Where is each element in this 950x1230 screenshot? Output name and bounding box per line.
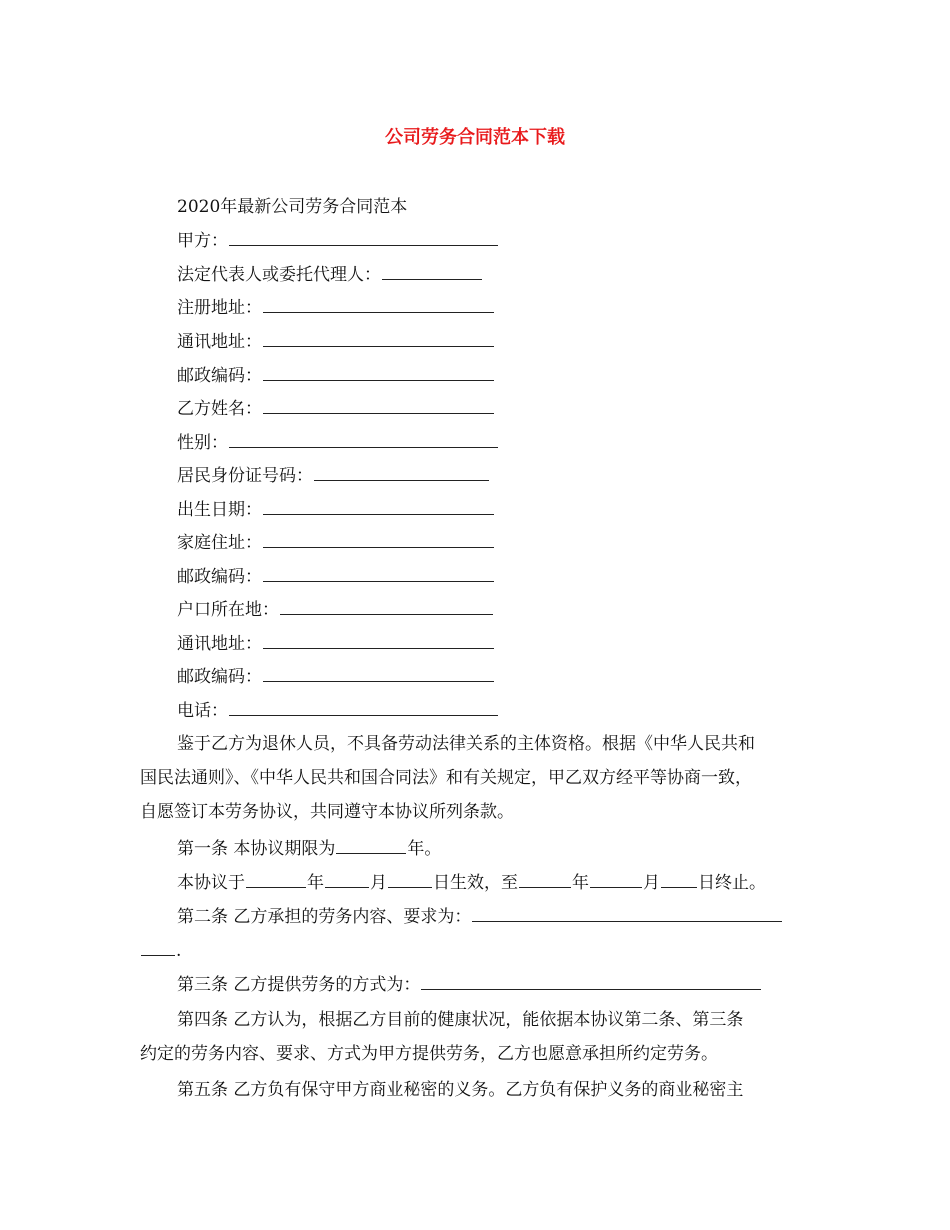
blank-line — [421, 974, 761, 990]
blank-line — [314, 465, 489, 481]
blank-line — [229, 230, 498, 246]
field-registered-address: 注册地址： — [177, 297, 495, 319]
preamble-line: 鉴于乙方为退休人员，不具备劳动法律关系的主体资格。根据《中华人民共和 — [177, 734, 755, 754]
blank-line — [263, 666, 494, 682]
field-home-address: 家庭住址： — [177, 532, 495, 554]
blank-line — [263, 532, 494, 548]
blank-line — [382, 264, 482, 280]
field-postcode-b: 邮政编码： — [177, 566, 495, 588]
field-party-a: 甲方： — [177, 230, 499, 252]
blank-line — [229, 700, 498, 716]
article-4-line: 第四条 乙方认为，根据乙方目前的健康状况，能依据本协议第二条、第三条 — [177, 1010, 744, 1030]
article-2-continuation: . — [140, 940, 181, 962]
field-phone: 电话： — [177, 700, 499, 722]
field-birth-date: 出生日期： — [177, 499, 495, 521]
field-mailing-address-b: 通讯地址： — [177, 633, 495, 655]
blank-line — [325, 872, 369, 888]
blank-line — [472, 906, 782, 922]
field-id-number: 居民身份证号码： — [177, 465, 490, 487]
blank-line — [263, 297, 494, 313]
article-2: 第二条 乙方承担的劳务内容、要求为： — [177, 906, 783, 928]
field-postcode-c: 邮政编码： — [177, 666, 495, 688]
field-postcode-a: 邮政编码： — [177, 365, 495, 387]
blank-line — [263, 398, 494, 414]
preamble-line: 自愿签订本劳务协议，共同遵守本协议所列条款。 — [140, 802, 514, 822]
preamble-line: 国民法通则》、《中华人民共和国合同法》和有关规定，甲乙双方经平等协商一致， — [140, 768, 752, 788]
field-party-b-name: 乙方姓名： — [177, 398, 495, 420]
blank-line — [388, 872, 432, 888]
field-household-registration: 户口所在地： — [177, 599, 494, 621]
blank-line — [246, 872, 306, 888]
subtitle: 2020年最新公司劳务合同范本 — [177, 197, 408, 217]
article-4-line: 约定的劳务内容、要求、方式为甲方提供劳务，乙方也愿意承担所约定劳务。 — [140, 1044, 718, 1064]
field-mailing-address-a: 通讯地址： — [177, 331, 495, 353]
blank-line — [141, 940, 175, 956]
article-1: 第一条 本协议期限为 年。 — [177, 839, 442, 859]
blank-line — [661, 872, 697, 888]
page-title: 公司劳务合同范本下载 — [385, 127, 565, 148]
field-gender: 性别： — [177, 432, 499, 454]
blank-line — [590, 872, 642, 888]
blank-line — [229, 432, 498, 448]
blank-line — [263, 365, 494, 381]
blank-line — [336, 838, 406, 854]
agreement-term: 本协议于 年 月 日生效，至 年 月 日终止。 — [177, 873, 766, 893]
field-representative: 法定代表人或委托代理人： — [177, 264, 483, 286]
blank-line — [263, 331, 494, 347]
blank-line — [263, 499, 494, 515]
article-5-line: 第五条 乙方负有保守甲方商业秘密的义务。乙方负有保护义务的商业秘密主 — [177, 1080, 744, 1100]
blank-line — [519, 872, 571, 888]
blank-line — [263, 566, 494, 582]
blank-line — [280, 599, 493, 615]
blank-line — [263, 633, 494, 649]
article-3: 第三条 乙方提供劳务的方式为： — [177, 974, 762, 996]
